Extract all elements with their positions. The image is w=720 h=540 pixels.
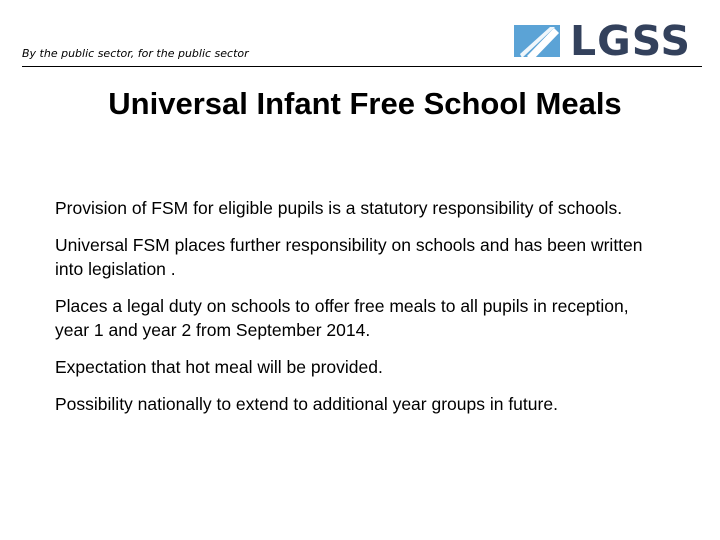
- header-tagline: By the public sector, for the public sector: [22, 47, 249, 60]
- lgss-logo-text: LGSS: [570, 17, 691, 65]
- bullet-item: Provision of FSM for eligible pupils is a statutory responsibility of schools.: [55, 198, 623, 218]
- bullet-item: Places a legal duty on schools to offer free meals to all pupils in reception, year 1 and year 2 from September 2014.: [55, 296, 629, 340]
- slide-title: Universal Infant Free School Meals: [108, 86, 622, 121]
- lgss-logo: [510, 17, 691, 68]
- lgss-logo-mark-icon: [510, 23, 564, 61]
- bullet-list: [55, 196, 655, 429]
- bullet-item: Possibility nationally to extend to additional year groups in future.: [55, 394, 558, 414]
- bullet-item: Universal FSM places further responsibility on schools and has been written into legislation .: [55, 235, 643, 279]
- bullet-item: Expectation that hot meal will be provided.: [55, 357, 383, 377]
